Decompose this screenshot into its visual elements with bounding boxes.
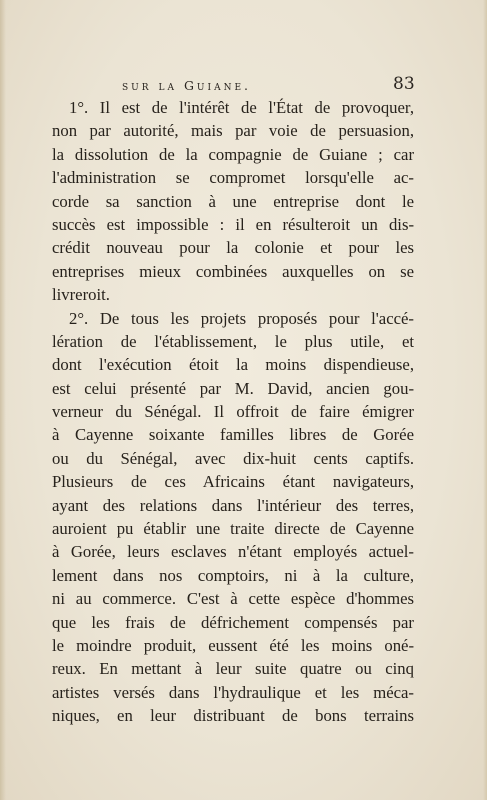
- paragraph-1: [52, 96, 414, 307]
- text-line: succès est impossible : il en résulteroit un dis-: [52, 214, 414, 234]
- text-line: dont l'exécution étoit la moins dispendieuse,: [52, 355, 414, 375]
- text-line: ayant des relations dans l'intérieur des terres,: [52, 495, 414, 515]
- text-line: le moindre produit, eussent été les moins oné-: [52, 635, 414, 655]
- text-line: que les frais de défrichement compensés par: [52, 612, 414, 632]
- text-line: crédit nouveau pour la colonie et pour les: [52, 238, 414, 258]
- text-line: artistes versés dans l'hydraulique et les méca-: [52, 682, 414, 702]
- text-line: est celui présenté par M. David, ancien gou-: [52, 378, 414, 398]
- text-line: 1°. Il est de l'intérêt de l'État de provoquer,: [69, 98, 414, 117]
- text-line: l'administration se compromet lorsqu'elle ac-: [52, 168, 414, 188]
- text-line: Plusieurs de ces Africains étant navigateurs,: [52, 472, 414, 492]
- text-line: à Cayenne soixante familles libres de Gorée: [52, 425, 414, 445]
- text-line: verneur du Sénégal. Il offroit de faire émigrer: [52, 402, 414, 422]
- running-head: sur la Guiane.: [122, 78, 251, 93]
- text-line: auroient pu établir une traite directe de Cayenne: [52, 519, 414, 539]
- page-number: 83: [393, 74, 415, 94]
- text-line: corde sa sanction à une entreprise dont le: [52, 191, 414, 211]
- text-line: niques, en leur distribuant de bons terrains: [52, 706, 414, 726]
- text-line: 2°. De tous les projets proposés pour l'accé-: [69, 308, 414, 328]
- text-line: lération de l'établissement, le plus utile, et: [52, 331, 414, 351]
- text-line: reux. En mettant à leur suite quatre ou cinq: [52, 659, 414, 679]
- text-line: ou du Sénégal, avec dix-huit cents captifs.: [52, 448, 414, 468]
- text-line: non par autorité, mais par voie de persuasion,: [52, 121, 414, 141]
- text-line: à Gorée, leurs esclaves n'étant employés actuel-: [52, 542, 414, 562]
- text-line: la dissolution de la compagnie de Guiane ; car: [52, 144, 414, 164]
- text-line: ni au commerce. C'est à cette espèce d'hommes: [52, 589, 414, 609]
- text-line: lement dans nos comptoirs, ni à la culture,: [52, 565, 414, 585]
- page-header: [0, 74, 487, 96]
- body-text: [52, 96, 414, 728]
- page-edge-right: [483, 0, 487, 800]
- page-edge-left: [0, 0, 6, 800]
- text-line: livreroit.: [52, 285, 110, 305]
- text-line: entreprises mieux combinées auxquelles on se: [52, 261, 414, 281]
- paragraph-2: [52, 307, 414, 728]
